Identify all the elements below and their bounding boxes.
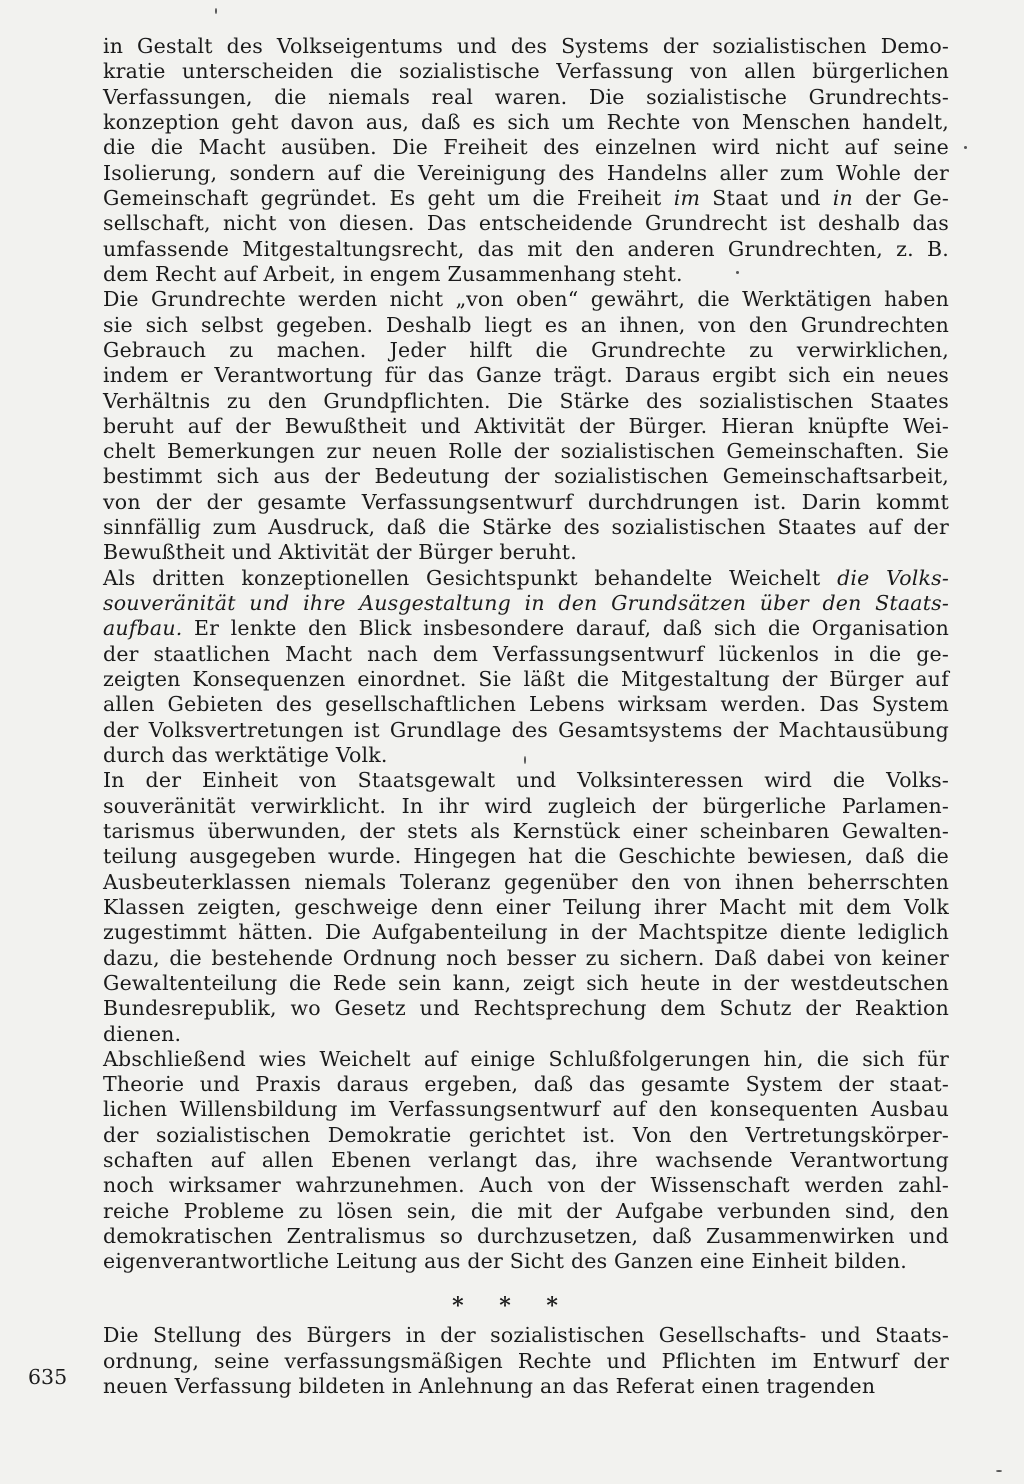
text-line [103, 489, 949, 515]
text-line [103, 33, 949, 59]
page-number: 635 [28, 1365, 68, 1389]
scan-speck [964, 146, 967, 149]
text-run: sellschaft, nicht von diesen. Das entscheidende Grundrecht ist deshalb das [103, 211, 949, 236]
scan-speck [524, 756, 526, 764]
text-line [103, 615, 949, 641]
text-run: reiche Probleme zu lösen sein, die mit der Aufgabe verbunden sind, den [103, 1198, 949, 1223]
text-run: zugestimmt hätten. Die Aufgabenteilung in der Machtspitze diente lediglich [103, 920, 949, 945]
text-line [103, 1122, 949, 1148]
text-line [103, 286, 949, 312]
text-run: chelt Bemerkungen zur neuen Rolle der sozialistischen Gemeinschaften. Sie [103, 439, 949, 464]
text-run: teilung ausgegeben wurde. Hingegen hat die Geschichte bewiesen, daß die [103, 844, 949, 869]
text-run: sinnfällig zum Ausdruck, daß die Stärke des sozialistischen Staates auf der [103, 515, 949, 540]
text-run: der sozialistischen Demokratie gerichtet ist. Von den Vertretungskörper- [103, 1122, 949, 1147]
text-run: dem Recht auf Arbeit, in engem Zusammenhang steht. [103, 261, 683, 286]
text-line [103, 818, 949, 844]
italic-text: in [832, 185, 853, 210]
text-line [103, 1046, 949, 1072]
text-line [103, 185, 949, 211]
text-run: die die Macht ausüben. Die Freiheit des einzelnen wird nicht auf seine [103, 135, 949, 160]
text-line [103, 590, 949, 616]
text-line [103, 1373, 949, 1399]
text-line [103, 793, 949, 819]
text-run: eigenverantwortliche Leitung aus der Sicht des Ganzen eine Einheit bilden. [103, 1249, 908, 1274]
text-run: der staatlichen Macht nach dem Verfassungsentwurf lückenlos in die ge- [103, 641, 949, 666]
text-line [103, 1248, 949, 1274]
text-run: der Ge- [852, 185, 950, 210]
text-line [103, 1147, 949, 1173]
text-run: Gemeinschaft gegründet. Es geht um die Freiheit [103, 185, 674, 210]
text-line [103, 261, 949, 287]
text-line [103, 1096, 949, 1122]
italic-text: im [673, 185, 701, 210]
text-line [103, 1172, 949, 1198]
text-run: Gebrauch zu machen. Jeder hilft die Grundrechte zu verwirklichen, [103, 337, 949, 362]
text-run: Er lenkte den Blick insbesondere darauf, daß sich die Organisation [182, 616, 949, 641]
text-line [103, 691, 949, 717]
text-run: ordnung, seine verfassungsmäßigen Rechte und Pflichten im Entwurf der [103, 1348, 949, 1373]
text-line [103, 995, 949, 1021]
scan-speck [215, 8, 217, 14]
text-run: konzeption geht davon aus, daß es sich um Rechte von Menschen handelt, [103, 110, 949, 134]
text-line [103, 337, 949, 363]
text-line [103, 84, 949, 110]
text-run: bestimmt sich aus der Bedeutung der sozialistischen Gemeinschaftsarbeit, [103, 464, 949, 489]
text-line [103, 970, 949, 996]
text-run: dazu, die bestehende Ordnung noch besser zu sichern. Daß dabei von keiner [103, 945, 949, 970]
text-line [103, 539, 949, 565]
text-run: Bundesrepublik, wo Gesetz und Rechtsprechung dem Schutz der Reaktion [103, 996, 949, 1021]
text-line [103, 1021, 949, 1047]
text-run: durch das werktätige Volk. [103, 743, 388, 767]
text-line [103, 312, 949, 338]
text-run: Theorie und Praxis daraus ergeben, daß das gesamte System der staat- [103, 1072, 949, 1097]
text-line [103, 1198, 949, 1224]
text-line [103, 919, 949, 945]
text-line [103, 438, 949, 464]
text-run: Isolierung, sondern auf die Vereinigung des Handelns aller zum Wohle der [103, 160, 949, 185]
text-line [103, 160, 949, 186]
text-line [103, 1322, 949, 1348]
text-run: Verfassungen, die niemals real waren. Die sozialistische Grundrechts- [103, 84, 949, 109]
text-line [103, 236, 949, 262]
text-line [103, 463, 949, 489]
text-run: umfassende Mitgestaltungsrecht, das mit den anderen Grundrechten, z. B. [103, 236, 949, 261]
text-run: Die Stellung des Bürgers in der sozialistischen Gesellschafts- und Staats- [103, 1323, 949, 1347]
text-line [103, 134, 949, 160]
text-line [103, 666, 949, 692]
text-run: in Gestalt des Volkseigentums und des Systems der sozialistischen Demo- [103, 34, 949, 58]
text-line [103, 894, 949, 920]
text-run: lichen Willensbildung im Verfassungsentwurf auf den konsequenten Ausbau [103, 1097, 949, 1122]
italic-text: souveränität und ihre Ausgestaltung in den Grundsätzen über den Staats- [103, 591, 949, 615]
text-run: tarismus überwunden, der stets als Kernstück einer scheinbaren Gewalten- [103, 818, 949, 843]
text-line [103, 58, 949, 84]
text-run: beruht auf der Bewußtheit und Aktivität der Bürger. Hieran knüpfte Wei- [103, 413, 949, 438]
text-line [103, 843, 949, 869]
section-separator: * * * [452, 1293, 572, 1319]
text-line [103, 388, 949, 414]
text-run: noch wirksamer wahrzunehmen. Auch von der Wissenschaft werden zahl- [103, 1173, 949, 1198]
text-line [103, 767, 949, 793]
text-line [103, 1223, 949, 1249]
text-line [103, 109, 949, 135]
text-run: Gewaltenteilung die Rede sein kann, zeigt sich heute in der westdeutschen [103, 970, 949, 995]
text-run: indem er Verantwortung für das Ganze trägt. Daraus ergibt sich ein neues [103, 363, 949, 388]
text-run: der Volksvertretungen ist Grundlage des Gesamtsystems der Machtausübung [103, 717, 949, 742]
text-line [103, 945, 949, 971]
italic-text: aufbau. [103, 616, 183, 641]
text-line [103, 1071, 949, 1097]
text-run: allen Gebieten des gesellschaftlichen Lebens wirksam werden. Das System [103, 692, 949, 717]
text-run: demokratischen Zentralismus so durchzusetzen, daß Zusammenwirken und [103, 1224, 949, 1248]
text-line [103, 1348, 949, 1374]
text-line [103, 742, 949, 768]
text-run: In der Einheit von Staatsgewalt und Volksinteressen wird die Volks- [103, 768, 949, 793]
text-run: souveränität verwirklicht. In ihr wird zugleich der bürgerliche Parlamen- [103, 793, 949, 818]
text-run: sie sich selbst gegeben. Deshalb liegt es an ihnen, von den Grundrechten [103, 312, 949, 337]
text-line [103, 717, 949, 743]
scan-speck [996, 1470, 1002, 1472]
text-run: Klassen zeigten, geschweige denn einer Teilung ihrer Macht mit dem Volk [103, 894, 949, 919]
text-run: kratie unterscheiden die sozialistische Verfassung von allen bürgerlichen [103, 59, 949, 84]
text-run: von der der gesamte Verfassungsentwurf durchdrungen ist. Darin kommt [103, 489, 949, 514]
text-run: Ausbeuterklassen niemals Toleranz gegenüber den von ihnen beherrschten [103, 869, 949, 894]
text-run: schaften auf allen Ebenen verlangt das, ihre wachsende Verantwortung [103, 1148, 949, 1173]
text-run: Verhältnis zu den Grundpflichten. Die Stärke des sozialistischen Staates [103, 388, 949, 413]
text-run: zeigten Konsequenzen einordnet. Sie läßt die Mitgestaltung der Bürger auf [103, 667, 949, 691]
scan-speck [736, 271, 739, 274]
text-line [103, 362, 949, 388]
text-run: Die Grundrechte werden nicht „von oben“ gewährt, die Werktätigen haben [103, 287, 949, 312]
text-run: Staat und [700, 185, 833, 210]
text-run: Als dritten konzeptionellen Gesichtspunkt behandelte Weichelt [103, 565, 838, 590]
text-line [103, 514, 949, 540]
text-line [103, 641, 949, 667]
text-line [103, 413, 949, 439]
text-run: neuen Verfassung bildeten in Anlehnung an das Referat einen tragenden [103, 1374, 876, 1398]
text-line [103, 210, 949, 236]
text-line [103, 869, 949, 895]
text-line [103, 565, 949, 591]
text-run: Abschließend wies Weichelt auf einige Schlußfolgerungen hin, die sich für [103, 1046, 949, 1071]
text-run: dienen. [103, 1021, 182, 1046]
italic-text: die Volks- [837, 565, 949, 590]
text-run: Bewußtheit und Aktivität der Bürger beruht. [103, 540, 577, 565]
